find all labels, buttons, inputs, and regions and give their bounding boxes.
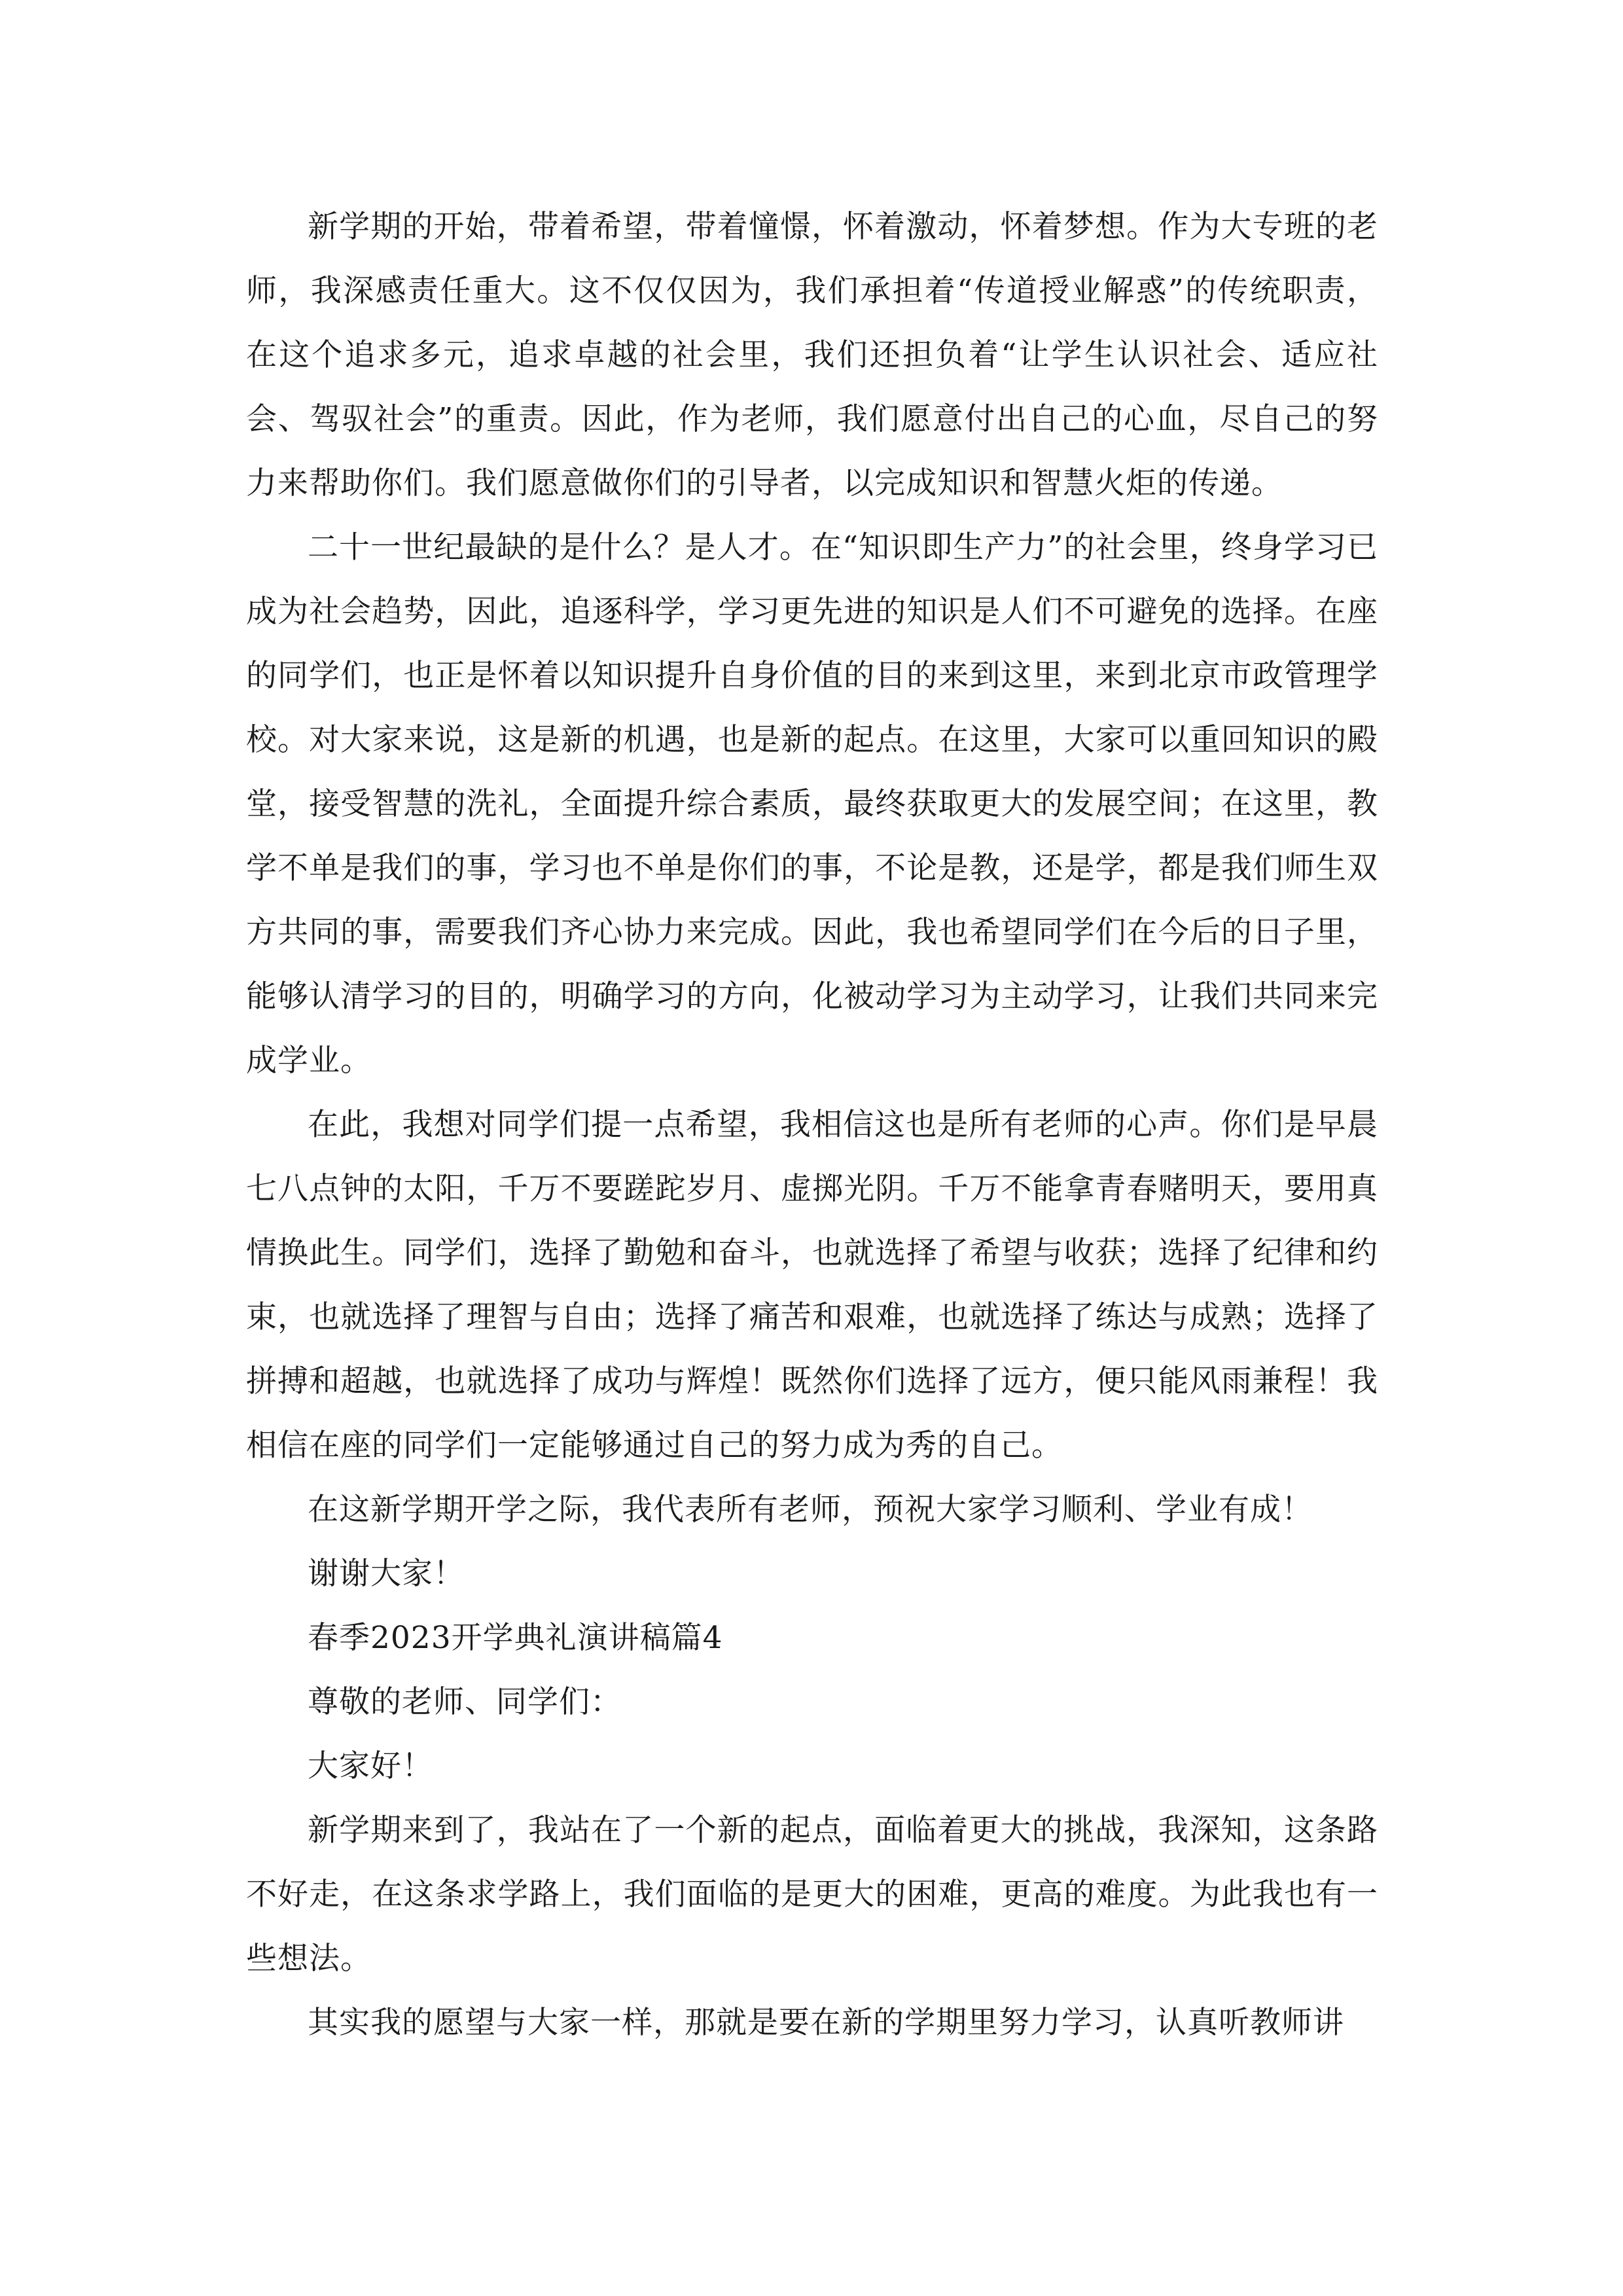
paragraph-9: 新学期来到了，我站在了一个新的起点，面临着更大的挑战，我深知，这条路不好走，在这条求学路上，我们面临的是更大的困难，更高的难度。为此我也有一些想法。 xyxy=(246,1812,1378,1977)
paragraph-5: 谢谢大家！ xyxy=(308,1556,465,1592)
document-body xyxy=(246,195,1378,2055)
paragraph-3: 在此，我想对同学们提一点希望，我相信这也是所有老师的心声。你们是早晨七八点钟的太阳，千万不要蹉跎岁月、虚掷光阴。千万不能拿青春赌明天，要用真情换此生。同学们，选择了勤勉和奋斗，也就选择了希望与收获；选择了纪律和约束，也就选择了理智与自由；选择了痛苦和艰难，也就选择了练达与成熟；选择了拼搏和超越，也就选择了成功与辉煌！既然你们选择了远方，便只能风雨兼程！我相信在座的同学们一定能够通过自己的努力成为秀的自己。 xyxy=(246,1107,1378,1463)
salutation: 尊敬的老师、同学们： xyxy=(308,1684,622,1720)
paragraph-2: 二十一世纪最缺的是什么？是人才。在“知识即生产力”的社会里，终身学习已成为社会趋势，因此，追逐科学，学习更先进的知识是人们不可避免的选择。在座的同学们，也正是怀着以知识提升自身价值的目的来到这里，来到北京市政管理学校。对大家来说，这是新的机遇，也是新的起点。在这里，大家可以重回知识的殿堂，接受智慧的洗礼，全面提升综合素质，最终获取更大的发展空间；在这里，教学不单是我们的事，学习也不单是你们的事，不论是教，还是学，都是我们师生双方共同的事，需要我们齐心协力来完成。因此，我也希望同学们在今后的日子里，能够认清学习的目的，明确学习的方向，化被动学习为主动学习，让我们共同来完成学业。 xyxy=(246,529,1378,1079)
greeting: 大家好！ xyxy=(308,1748,433,1784)
paragraph-1: 新学期的开始，带着希望，带着憧憬，怀着激动，怀着梦想。作为大专班的老师，我深感责任重大。这不仅仅因为，我们承担着“传道授业解惑”的传统职责，在这个追求多元，追求卓越的社会里，我们还担负着“让学生认识社会、适应社会、驾驭社会”的重责。因此，作为老师，我们愿意付出自己的心血，尽自己的努力来帮助你们。我们愿意做你们的引导者，以完成知识和智慧火炬的传递。 xyxy=(246,209,1378,501)
paragraph-10: 其实我的愿望与大家一样，那就是要在新的学期里努力学习，认真听教师讲 xyxy=(308,2005,1344,2041)
paragraph-4: 在这新学期开学之际，我代表所有老师，预祝大家学习顺利、学业有成！ xyxy=(308,1492,1313,1528)
section-heading: 春季2023开学典礼演讲稿篇4 xyxy=(308,1620,723,1656)
